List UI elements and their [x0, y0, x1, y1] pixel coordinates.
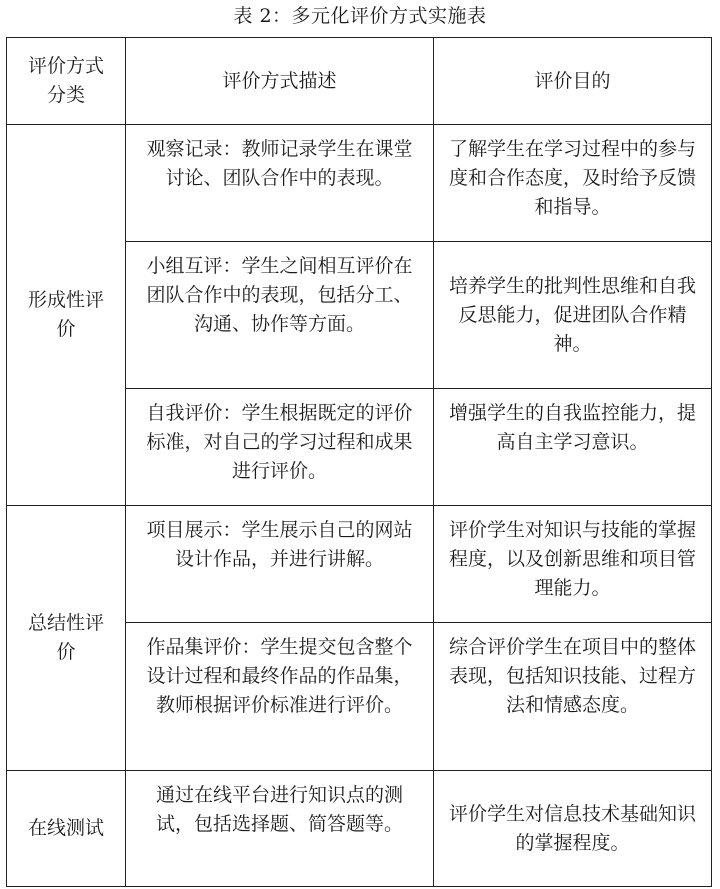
evaluation-table — [6, 37, 712, 887]
table-header-row — [7, 38, 712, 125]
purpose-cell: 综合评价学生在项目中的整体表现，包括知识技能、过程方法和情感态度。 — [434, 623, 712, 771]
category-cell-online-test: 在线测试 — [7, 771, 126, 887]
table-row — [7, 771, 712, 887]
purpose-cell: 了解学生在学习过程中的参与度和合作态度，及时给予反馈和指导。 — [434, 125, 712, 242]
purpose-cell: 增强学生的自我监控能力，提高自主学习意识。 — [434, 389, 712, 506]
header-purpose: 评价目的 — [434, 38, 712, 125]
category-cell-formative: 形成性评价 — [7, 125, 126, 506]
category-cell-summative: 总结性评价 — [7, 506, 126, 771]
purpose-cell: 评价学生对信息技术基础知识的掌握程度。 — [434, 771, 712, 887]
table-caption: 表 2：多元化评价方式实施表 — [233, 5, 487, 27]
description-cell: 作品集评价：学生提交包含整个设计过程和最终作品的作品集，教师根据评价标准进行评价。 — [126, 623, 434, 771]
header-category: 评价方式分类 — [7, 38, 126, 125]
purpose-cell: 评价学生对知识与技能的掌握程度，以及创新思维和项目管理能力。 — [434, 506, 712, 623]
header-description: 评价方式描述 — [126, 38, 434, 125]
purpose-cell: 培养学生的批判性思维和自我反思能力，促进团队合作精神。 — [434, 242, 712, 389]
description-cell: 项目展示：学生展示自己的网站设计作品，并进行讲解。 — [126, 506, 434, 623]
table-row — [7, 125, 712, 242]
description-cell: 通过在线平台进行知识点的测试，包括选择题、简答题等。 — [126, 771, 434, 887]
description-cell: 观察记录：教师记录学生在课堂讨论、团队合作中的表现。 — [126, 125, 434, 242]
description-cell: 小组互评：学生之间相互评价在团队合作中的表现，包括分工、沟通、协作等方面。 — [126, 242, 434, 389]
description-cell: 自我评价：学生根据既定的评价标准，对自己的学习过程和成果进行评价。 — [126, 389, 434, 506]
table-row — [7, 506, 712, 623]
